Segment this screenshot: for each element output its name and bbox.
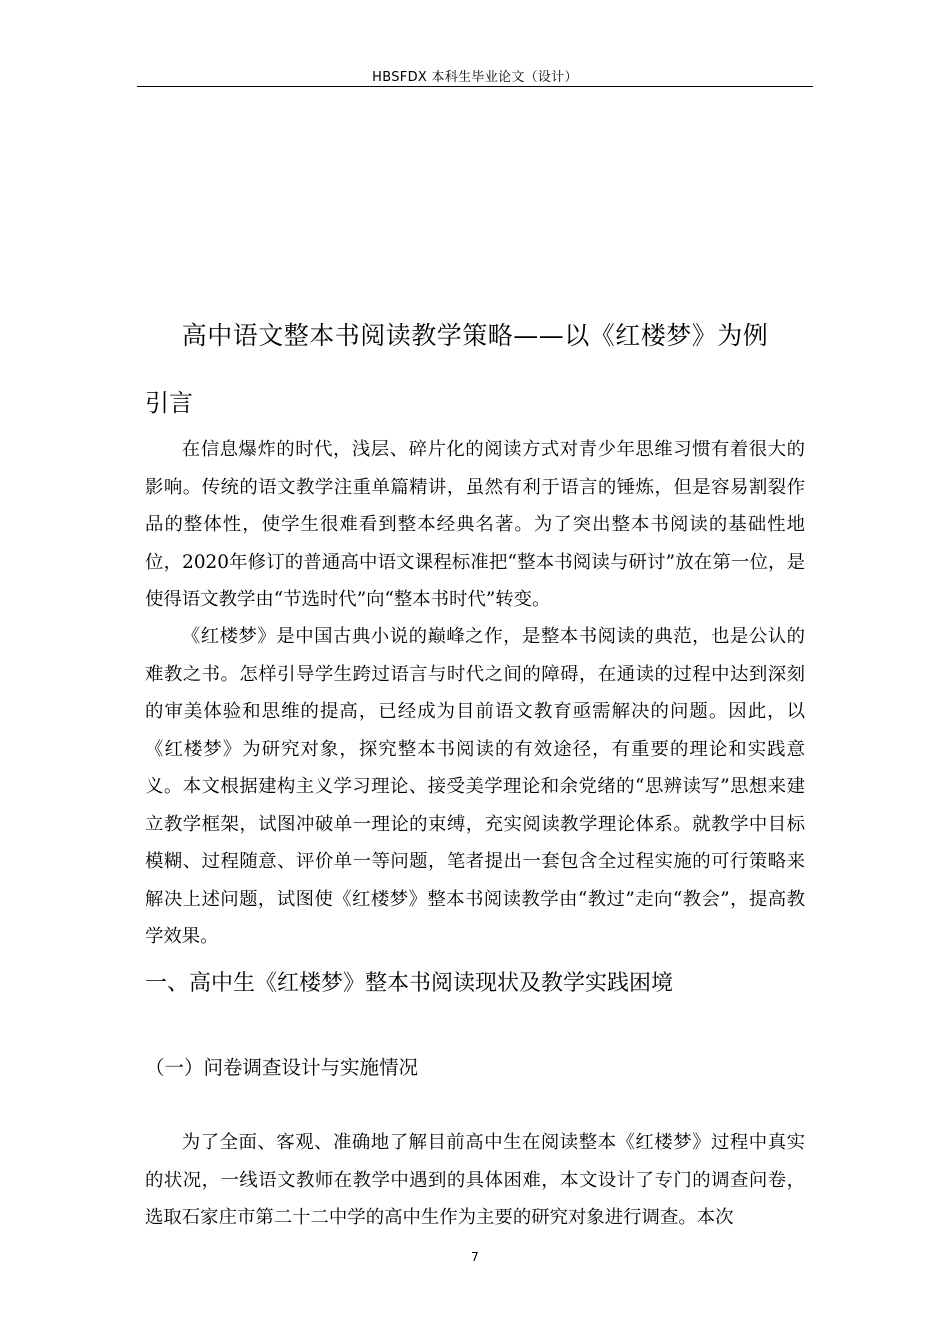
header-divider — [137, 86, 813, 87]
paper-title: 高中语文整本书阅读教学策略——以《红楼梦》为例 — [181, 321, 769, 350]
intro-heading: 引言 — [145, 389, 193, 417]
section-heading: 一、高中生《红楼梦》整本书阅读现状及教学实践困境 — [145, 971, 674, 996]
body-paragraph: 《红楼梦》是中国古典小说的巅峰之作，是整本书阅读的典范，也是公认的难教之书。怎样引导学生跨过语言与时代之间的障碍，在通读的过程中达到深刻的审美体验和思维的提高，已经成为目前语文教育亟需解决的问题。因此，以《红楼梦》为研究对象，探究整本书阅读的有效途径，有重要的理论和实践意义。本文根据建构主义学习理论、接受美学理论和余党绪的“思辨读写”思想来建立教学框架，试图冲破单一理论的束缚，充实阅读教学理论体系。就教学中目标模糊、过程随意、评价单一等问题，笔者提出一套包含全过程实施的可行策略来解决上述问题，试图使《红楼梦》整本书阅读教学由“教过”走向“教会”，提高教学效果。 — [145, 626, 805, 947]
page-number: 7 — [471, 1250, 479, 1264]
body-paragraph: 为了全面、客观、准确地了解目前高中生在阅读整本《红楼梦》过程中真实的状况，一线语文教师在教学中遇到的具体困难，本文设计了专门的调查问卷，选取石家庄市第二十二中学的高中生作为主要的研究对象进行调查。本次 — [145, 1132, 805, 1228]
body-paragraph: 在信息爆炸的时代，浅层、碎片化的阅读方式对青少年思维习惯有着很大的影响。传统的语文教学注重单篇精讲，虽然有利于语言的锤炼，但是容易割裂作品的整体性，使学生很难看到整本经典名著。为了突出整本书阅读的基础性地位，2020年修订的普通高中语文课程标准把“整本书阅读与研讨”放在第一位，是使得语文教学由“节选时代”向“整本书时代”转变。 — [145, 439, 805, 610]
subsection-heading: （一）问卷调查设计与实施情况 — [145, 1056, 419, 1079]
running-header: HBSFDX 本科生毕业论文（设计） — [372, 70, 578, 85]
